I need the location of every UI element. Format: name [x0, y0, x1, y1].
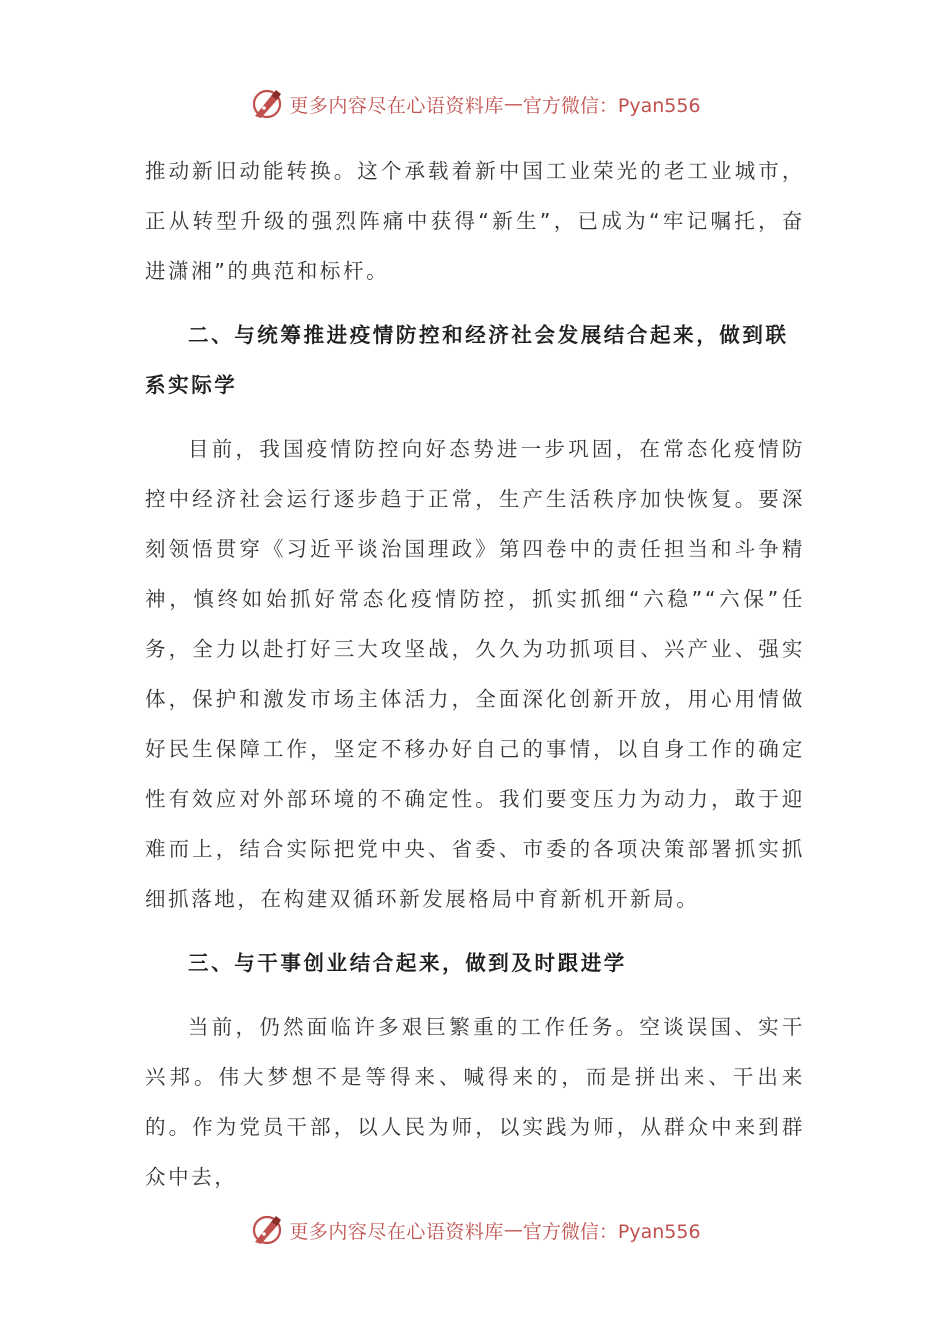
footer-banner	[0, 1208, 950, 1252]
document-body	[145, 146, 805, 1202]
banner-site-text: 更多内容尽在心语资料库	[289, 94, 504, 117]
banner-site-text: 更多内容尽在心语资料库	[289, 1220, 504, 1243]
pen-nib-logo-icon	[249, 1212, 285, 1248]
paragraph-2: 目前，我国疫情防控向好态势进一步巩固，在常态化疫情防控中经济社会运行逐步趋于正常，生产生活秩序加快恢复。要深刻领悟贯穿《习近平谈治国理政》第四卷中的责任担当和斗争精神，慎终如始抓好常态化疫情防控，抓实抓细“六稳”“六保”任务，全力以赴打好三大攻坚战，久久为功抓项目、兴产业、强实体，保护和激发市场主体活力，全面深化创新开放，用心用情做好民生保障工作，坚定不移办好自己的事情，以自身工作的确定性有效应对外部环境的不确定性。我们要变压力为动力，敢于迎难而上，结合实际把党中央、省委、市委的各项决策部署抓实抓细抓落地，在构建双循环新发展格局中育新机开新局。	[145, 437, 805, 911]
paragraph-3: 当前，仍然面临许多艰巨繁重的工作任务。空谈误国、实干兴邦。伟大梦想不是等得来、喊得来的，而是拼出来、干出来的。作为党员干部，以人民为师，以实践为师，从群众中来到群众中去，	[145, 1015, 805, 1189]
header-banner	[0, 82, 950, 126]
banner-wechat-text: 官方微信：Pyan556	[522, 1220, 701, 1243]
banner-separator: —	[503, 1219, 523, 1241]
paragraph-1: 推动新旧动能转换。这个承载着新中国工业荣光的老工业城市，正从转型升级的强烈阵痛中获得“新生”，已成为“牢记嘱托，奋进潇湘”的典范和标杆。	[145, 159, 805, 283]
pen-nib-logo-icon	[249, 86, 285, 122]
banner-wechat-text: 官方微信：Pyan556	[522, 94, 701, 117]
section-heading-2: 二、与统筹推进疫情防控和经济社会发展结合起来，做到联系实际学	[145, 323, 789, 397]
banner-separator: —	[503, 93, 523, 115]
section-heading-3: 三、与干事创业结合起来，做到及时跟进学	[188, 951, 627, 975]
